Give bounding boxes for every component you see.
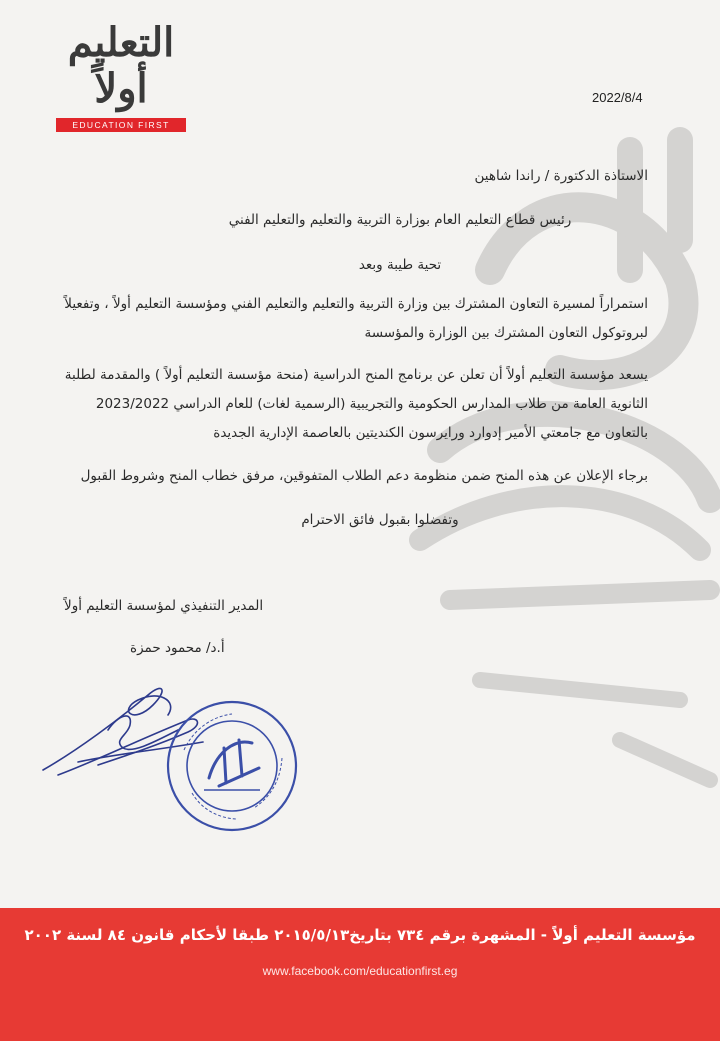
signatory-title: المدير التنفيذي لمؤسسة التعليم أولاً [64, 598, 264, 614]
paragraph2-line3: بالتعاون مع جامعتي الأمير إدوارد ورايرسون الكنديتين بالعاصمة الإدارية الجديدة [213, 425, 648, 441]
footer-registration-text: مؤسسة التعليم أولاً - المشهرة برقم ٧٣٤ بتاريخ٢٠١٥/٥/١٣ طبقا لأحكام قانون ٨٤ لسنة ٢٠٠٢ [24, 926, 696, 944]
footer-website-link[interactable]: www.facebook.com/educationfirst.eg [262, 964, 458, 978]
letter-date: 2022/8/4 [592, 90, 643, 105]
education-first-logo [56, 20, 186, 132]
logo-english-text: EDUCATION FIRST [56, 118, 186, 132]
recipient-line: الاستاذة الدكتورة / راندا شاهين [474, 168, 648, 184]
paragraph1-line2: لبروتوكول التعاون المشترك بين الوزارة والمؤسسة [364, 325, 648, 341]
paragraph1-line1: استمراراً لمسيرة التعاون المشترك بين وزارة التربية والتعليم والتعليم الفني ومؤسسة التعليم أولاً ، وتفعيلاً [64, 296, 648, 312]
official-stamp [164, 698, 300, 834]
closing-line: وتفضلوا بقبول فائق الاحترام [301, 512, 459, 528]
footer-band [0, 908, 720, 1041]
recipient-title: رئيس قطاع التعليم العام بوزارة التربية والتعليم والتعليم الفني [228, 212, 572, 228]
paragraph2-line2: الثانوية العامة من طلاب المدارس الحكومية والتجريبية (الرسمية لغات) للعام الدراسي 2023/2022 [95, 396, 648, 412]
signatory-name: أ.د/ محمود حمزة [130, 640, 225, 656]
paragraph2-line1: يسعد مؤسسة التعليم أولاً أن تعلن عن برنامج المنح الدراسية (منحة مؤسسة التعليم أولاً ) والمقدمة لطلبة [64, 367, 648, 383]
paragraph3: برجاء الإعلان عن هذه المنح ضمن منظومة دعم الطلاب المتفوقين، مرفق خطاب المنح وشروط القبول [80, 468, 648, 484]
logo-arabic-text: التعليم أولاً [67, 19, 175, 112]
greeting: تحية طيبة وبعد [358, 257, 442, 273]
